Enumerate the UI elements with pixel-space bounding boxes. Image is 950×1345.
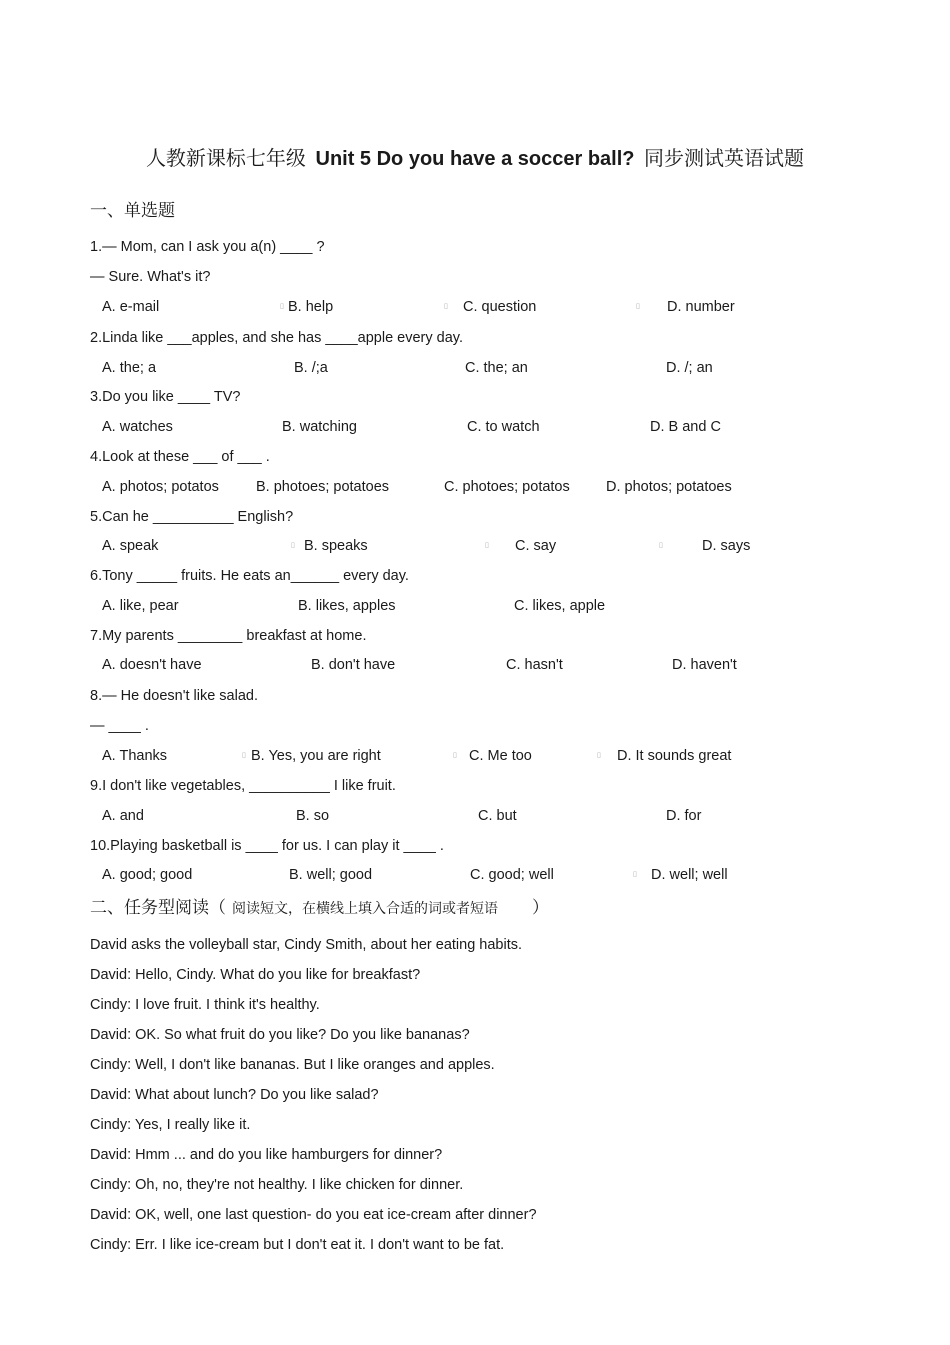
question-1-reply: — Sure. What's it? xyxy=(90,269,211,285)
passage-line-7: Cindy: Yes, I really like it. xyxy=(90,1117,251,1133)
section2-heading-label: 二、任务型阅读（ xyxy=(90,898,226,918)
passage-line-1: David asks the volleyball star, Cindy Smith, about her eating habits. xyxy=(90,937,523,953)
question-8-option-d[interactable]: D. It sounds great xyxy=(617,748,732,764)
question-4-option-a[interactable]: A. photos; potatos xyxy=(102,479,219,495)
scan-mark: ▯ xyxy=(485,542,489,549)
passage-line-10: David: OK, well, one last question- do you eat ice-cream after dinner? xyxy=(90,1207,537,1223)
question-1-option-c[interactable]: C. question xyxy=(463,299,537,315)
scan-mark: ▯ xyxy=(453,752,457,759)
question-4-option-b[interactable]: B. photoes; potatoes xyxy=(256,479,390,495)
question-1-stem: 1.— Mom, can I ask you a(n) ____ ? xyxy=(90,239,325,255)
question-8-option-b[interactable]: B. Yes, you are right xyxy=(251,748,381,764)
title-prefix: 人教新课标七年级 xyxy=(145,146,306,170)
passage-line-2: David: Hello, Cindy. What do you like for breakfast? xyxy=(90,967,421,983)
question-4-stem: 4.Look at these ___ of ___ . xyxy=(90,449,270,465)
passage-line-4: David: OK. So what fruit do you like? Do you like bananas? xyxy=(90,1027,470,1043)
scan-mark: ▯ xyxy=(242,752,246,759)
question-9-option-d[interactable]: D. for xyxy=(666,808,702,824)
question-10-option-a[interactable]: A. good; good xyxy=(102,867,193,883)
question-8-option-c[interactable]: C. Me too xyxy=(469,748,532,764)
question-10-option-d[interactable]: D. well; well xyxy=(651,867,728,883)
question-3-option-b[interactable]: B. watching xyxy=(282,419,357,435)
scan-mark: ▯ xyxy=(291,542,295,549)
section-heading-task-reading xyxy=(90,893,549,918)
scan-mark: ▯ xyxy=(597,752,601,759)
question-7-option-d[interactable]: D. haven't xyxy=(672,657,737,673)
scan-mark: ▯ xyxy=(659,542,663,549)
question-3-stem: 3.Do you like ____ TV? xyxy=(90,389,241,405)
question-6-option-a[interactable]: A. like, pear xyxy=(102,598,179,614)
question-7-option-b[interactable]: B. don't have xyxy=(311,657,396,673)
question-5-option-c[interactable]: C. say xyxy=(515,538,557,554)
question-8-option-a[interactable]: A. Thanks xyxy=(102,748,168,764)
question-1-option-a[interactable]: A. e-mail xyxy=(102,299,160,315)
passage-line-11: Cindy: Err. I like ice-cream but I don't eat it. I don't want to be fat. xyxy=(90,1237,505,1253)
section2-close-paren: ） xyxy=(532,898,549,918)
section-heading-single-choice: 一、单选题 xyxy=(90,201,175,221)
title-main: Unit 5 Do you have a soccer ball? xyxy=(315,148,635,170)
question-8-stem: 8.— He doesn't like salad. xyxy=(90,688,258,704)
question-6-option-b[interactable]: B. likes, apples xyxy=(298,598,396,614)
question-6-stem: 6.Tony _____ fruits. He eats an______ every day. xyxy=(90,568,409,584)
passage-line-5: Cindy: Well, I don't like bananas. But I like oranges and apples. xyxy=(90,1057,495,1073)
question-2-option-d[interactable]: D. /; an xyxy=(666,360,713,376)
question-9-option-c[interactable]: C. but xyxy=(478,808,517,824)
passage-line-6: David: What about lunch? Do you like salad? xyxy=(90,1087,379,1103)
question-6-option-c[interactable]: C. likes, apple xyxy=(514,598,606,614)
question-7-option-c[interactable]: C. hasn't xyxy=(506,657,563,673)
question-5-option-a[interactable]: A. speak xyxy=(102,538,159,554)
question-7-stem: 7.My parents ________ breakfast at home. xyxy=(90,628,367,644)
question-7-option-a[interactable]: A. doesn't have xyxy=(102,657,202,673)
question-1-option-b[interactable]: B. help xyxy=(288,299,334,315)
question-10-stem: 10.Playing basketball is ____ for us. I can play it ____ . xyxy=(90,838,444,854)
scan-mark: ▯ xyxy=(633,871,637,878)
passage-line-8: David: Hmm ... and do you like hamburgers for dinner? xyxy=(90,1147,443,1163)
question-2-option-c[interactable]: C. the; an xyxy=(465,360,528,376)
question-4-option-c[interactable]: C. photoes; potatos xyxy=(444,479,570,495)
scan-mark: ▯ xyxy=(280,303,284,310)
question-1-option-d[interactable]: D. number xyxy=(667,299,735,315)
question-3-option-d[interactable]: D. B and C xyxy=(650,419,721,435)
question-4-option-d[interactable]: D. photos; potatoes xyxy=(606,479,732,495)
page-title xyxy=(0,142,950,171)
question-8-reply: — ____ . xyxy=(90,718,149,734)
question-9-option-b[interactable]: B. so xyxy=(296,808,330,824)
scan-mark: ▯ xyxy=(444,303,448,310)
question-3-option-c[interactable]: C. to watch xyxy=(467,419,540,435)
title-suffix: 同步测试英语试题 xyxy=(644,146,805,170)
question-5-stem: 5.Can he __________ English? xyxy=(90,509,294,525)
question-5-option-d[interactable]: D. says xyxy=(702,538,751,554)
question-2-stem: 2.Linda like ___apples, and she has ____apple every day. xyxy=(90,330,463,346)
question-3-option-a[interactable]: A. watches xyxy=(102,419,173,435)
question-2-option-b[interactable]: B. /;a xyxy=(294,360,328,376)
section2-instructions: 阅读短文，在横线上填入合适的词或者短语 xyxy=(232,901,498,917)
question-10-option-c[interactable]: C. good; well xyxy=(470,867,554,883)
question-2-option-a[interactable]: A. the; a xyxy=(102,360,157,376)
question-9-option-a[interactable]: A. and xyxy=(102,808,144,824)
passage-line-3: Cindy: I love fruit. I think it's healthy. xyxy=(90,997,320,1013)
question-10-option-b[interactable]: B. well; good xyxy=(289,867,373,883)
passage-line-9: Cindy: Oh, no, they're not healthy. I like chicken for dinner. xyxy=(90,1177,464,1193)
scan-mark: ▯ xyxy=(636,303,640,310)
question-5-option-b[interactable]: B. speaks xyxy=(304,538,368,554)
question-9-stem: 9.I don't like vegetables, __________ I like fruit. xyxy=(90,778,396,794)
